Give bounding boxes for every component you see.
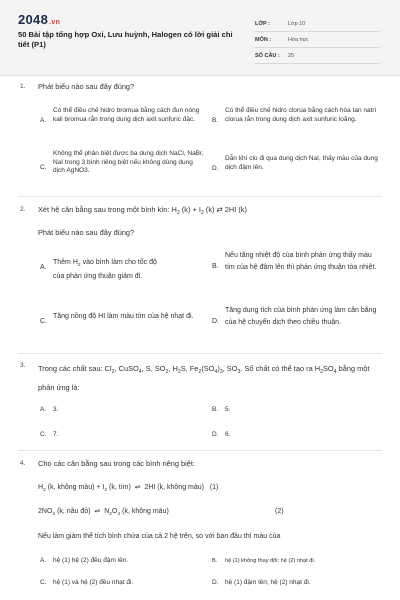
document-meta — [255, 16, 380, 64]
meta-row-subject — [255, 32, 380, 48]
option-d[interactable]: D. Tăng dung tích của bình phản ứng làm cân bằng của hệ chuyển dịch theo chiều thuận. — [212, 307, 377, 326]
option-c[interactable]: C. Tăng nồng độ HI làm màu tím của hệ nhạt đi. — [40, 313, 194, 325]
option-d[interactable]: D. Dẫn khí clo đi qua dung dịch NaI, thấy màu của dung dịch đậm lên. — [212, 155, 378, 172]
question-stem-2: Phát biểu nào sau đây đúng? — [38, 228, 135, 237]
document-title: 50 Bài tập tổng hợp Oxi, Lưu huỳnh, Halogen có lời giải chi tiết (P1) — [18, 30, 233, 49]
question-stem: Xét hệ cân bằng sau trong một bình kín: $H_2$ $(k) + I_2$ (k) ⇄ 2HI (k) — [38, 205, 247, 216]
equilibrium-2-tag: (2) — [275, 508, 284, 515]
equilibrium-2: $2NO_2$ (k, nâu đỏ) ⇌ $N_2O_4$ (k, không màu) — [38, 508, 169, 517]
question-stem: Cho các cân bằng sau trong các bình riêng biệt: — [38, 459, 195, 468]
divider — [18, 353, 382, 354]
question-stem: Phát biểu nào sau đây đúng? — [38, 82, 135, 91]
question-stem-2: Nếu làm giảm thể tích bình chứa của cả 2 hệ trên, so với ban đầu thì màu của — [38, 533, 281, 540]
question-number: 2. — [20, 206, 26, 213]
meta-key: MÔN : — [255, 36, 272, 43]
question-number: 1. — [20, 83, 26, 90]
option-b[interactable]: B. Có thể điều chế hidro clorua bằng cách hòa tan natri clorua rắn trong dung dịch axit sunfuric loãng. — [212, 107, 377, 124]
equilibrium-1: $H_2$ (k, không màu) + $I_2$ (k, tím) ⇌ 2HI (k, không màu) (1) — [38, 484, 219, 493]
header — [0, 0, 400, 76]
question-stem: Trong các chất sau: $Cl_2$, CuSO$_4$, S, $SO_2$, $H_2S$, $Fe_2(SO_4)_3$, $SO_3$. Số chất có thể tạo ra $H_2SO_4$ bằng một phản ứng là: — [38, 364, 370, 392]
option-c[interactable]: C. Không thể phân biệt được ba dung dịch NaCl, NaBr, NaI trong 3 bình riêng biệt nếu không dùng dung dịch AgNO3. — [40, 150, 204, 174]
question-number: 3. — [20, 362, 26, 369]
meta-key: LỚP : — [255, 20, 270, 27]
option-a[interactable]: A. Có thể điều chế hidro bromua bằng cách đun nóng kali bromua rắn trong dung dịch axit sunfuric đặc. — [40, 107, 200, 124]
option-a[interactable]: A. Thêm $H_2$ vào bình làm cho tốc độ của phản ứng thuận giảm đi. — [40, 259, 157, 280]
meta-row-class — [255, 16, 380, 32]
meta-value: Hóa học — [288, 36, 309, 43]
meta-key: SỐ CÂU : — [255, 52, 280, 59]
option-b[interactable]: B. Nếu tăng nhiệt độ của bình phản ứng thấy màu tím của hệ đậm lên thì phản ứng thuận tỏa nhiệt. — [212, 252, 377, 271]
meta-value: 25 — [288, 52, 295, 59]
meta-row-count — [255, 48, 380, 64]
divider — [18, 196, 382, 197]
question-number: 4. — [20, 460, 26, 467]
site-logo[interactable]: 2048.vn — [18, 12, 61, 27]
page: 2048.vn 50 Bài tập tổng hợp Oxi, Lưu huỳnh, Halogen có lời giải chi tiết (P1) LỚP : Lớp 10 MÔN : Hóa học SỐ CÂU : 25 1. Phát biểu nào sau đây đúng? A. Có thể điều chế hidro bromua bằng cách đun nóng kali bromua rắn trong dung dịch axit sunfuric đặc. B. Có thể điều chế hidro clorua bằng cách hòa tan natri clorua rắn trong dung dịch axit sunfuric loãng. C. Không thể phân biệt được ba dung dịch NaCl, NaBr, NaI trong 3 bình riêng biệt nếu không dùng dung dịch AgNO3. D. Dẫn khí clo đi qua dung dịch NaI, thấy màu của dung dịch đậm lên. 2. Xét hệ cân bằng sau trong một bình kín: $H_2$ $(k) + I_2$ (k) ⇄ 2HI (k) Phát biểu nào sau đây đúng? A. Thêm $H_2$ vào bình làm cho tốc độ của phản ứng thuận giảm đi. B. Nếu tăng nhiệt độ của bình phản ứng thấy màu tím của hệ đậm lên thì phản ứng thuận tỏa nhiệt. C. Tăng nồng độ HI làm màu tím của hệ nhạt đi. D. Tăng dung tích của bình phản ứng làm cân bằng của hệ chuyển dịch theo chiều thuận. 3. Trong các chất sau: $Cl_2$, CuSO$_4$, S, $SO_2$, $H_2S$, $Fe_2(SO_4)_3$, $SO_3$. Số chất có thể tạo ra $H_2SO_4$ bằng một phản ứng là: A. 3. B. 5. C. 7. D. 6. 4. Cho các cân bằng sau trong các bình riêng biệt: $H_2$ (k, không màu) + $I_2$ (k, tím) ⇌ 2HI (k, không màu) (1) $2NO_2$ (k, nâu đỏ) ⇌ $N_2O_4$ (k, không màu) (2) Nếu làm giảm thể tích bình chứa của cả 2 hệ trên, so với ban đầu thì màu của A. hệ (1) hệ (2) đều đậm lên. B. hệ (1) không thay đổi; hệ (2) nhạt đi. C. hệ (1) và hệ (2) đều nhạt đi. D. hệ (1) đậm lên; hệ (2) nhạt đi. — [0, 0, 400, 600]
meta-value: Lớp 10 — [288, 20, 306, 27]
divider — [18, 450, 382, 451]
